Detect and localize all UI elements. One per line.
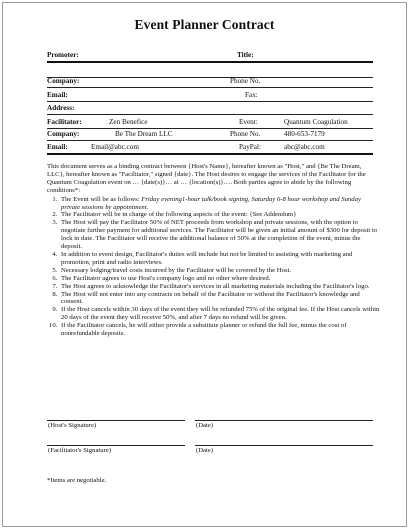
negotiable-note: *Items are negotiable.	[47, 477, 107, 484]
condition-item-9: 9. If the Host cancels within 30 days of the event they will be refunded 75% of the original fee. If the Host cancels within 20 days of the event they will receive 50%, and after 7 days no refund will be given.	[59, 306, 380, 322]
condition-item-3: 3. The Host will pay the Facilitator 50% of NET proceeds from workshop and private sessions, with the option to negotiate further payment for additional services. The Facilitator will be given an initial amount of $300 for deposit to lock in date. The Facilitator will receive the additional balance of 50% at the completion of the event, minus the deposit.	[59, 219, 380, 251]
condition-1-schedule: Friday evening1-hour talk/book signing, Saturday 6-8 hour workshop and Sunday private sessions by appointment.	[61, 195, 361, 211]
address-label: Address:	[47, 104, 75, 112]
facilitator-label: Facilitator:	[47, 118, 82, 126]
email-row[interactable]	[47, 89, 373, 102]
facilitator-date-label: (Date)	[196, 447, 214, 454]
intro-paragraph: This document serves as a binding contract between {Host's Name}, hereafter known as "Host," and {Be The Dream, LLC}, hereafter known as "Facilitator," signed {date}. The Host desires to engage the services of the Facilitator for the Quantum Coagulation event on … {date(s)}… at … {location(s)}…. Both parties agree to abide by the following conditions*:	[47, 163, 366, 194]
promoter-row[interactable]	[47, 49, 373, 63]
event-label: Event:	[239, 118, 258, 126]
facilitator-signature-label: (Facilitator's Signature)	[48, 447, 112, 454]
condition-item-4: 4. In addition to event design, Facilitator's duties will include but not be limited to assisting with marketing and promotion, print and radio interviews.	[59, 251, 380, 267]
facilitator-email-value: Email@abc.com	[91, 143, 139, 151]
fax-label: Fax:	[245, 91, 258, 99]
facilitator-value: Zen Benefice	[109, 118, 148, 126]
host-signature-label: (Host's Signature)	[48, 422, 97, 429]
facilitator-date-line[interactable]	[195, 445, 373, 456]
company-row[interactable]	[47, 75, 373, 88]
address-row[interactable]	[47, 102, 373, 115]
facilitator-phone-value: 480-653-7179	[284, 130, 325, 138]
paypal-label: PayPal:	[239, 143, 261, 151]
condition-item-6: 6. The Facilitator agrees to use Host's company logo and no other where desired.	[59, 275, 380, 283]
title-label: Title:	[237, 51, 254, 59]
facilitator-phone-label: Phone No.	[230, 130, 261, 138]
condition-item-1	[59, 196, 380, 212]
company-label: Company:	[47, 77, 80, 85]
contract-page	[2, 2, 407, 527]
condition-item-5: 5. Necessary lodging/travel costs incurred by the Facilitator will be covered by the Host.	[59, 267, 380, 275]
condition-item-7: 7. The Host agrees to acknowledge the Facilitator's services in all marketing materials including the Facilitator's logo.	[59, 283, 380, 291]
facilitator-company-value: Be The Dream LLC	[115, 130, 173, 138]
event-value: Quantum Coagulation	[284, 118, 348, 126]
condition-1-prefix: The Event will be as follows:	[61, 195, 142, 203]
facilitator-email-row	[47, 141, 373, 155]
phone-label: Phone No.	[230, 77, 261, 85]
promoter-label: Promoter:	[47, 51, 79, 59]
contract-body	[47, 163, 380, 338]
condition-item-10: 10. If the Facilitator cancels, he will either provide a substitute planner or refund the full fee, minus the cost of nonrefundable deposits.	[59, 322, 380, 338]
facilitator-signature-line[interactable]	[47, 445, 185, 456]
facilitator-email-label: Email:	[47, 143, 68, 151]
facilitator-company-label: Company:	[47, 130, 80, 138]
condition-item-8: 8. The Host will not enter into any contracts on behalf of the Facilitator or without the Facilitator's knowledge and consent.	[59, 291, 380, 307]
facilitator-company-row	[47, 128, 373, 141]
conditions-list	[47, 196, 380, 338]
paypal-value: abc@abc.com	[284, 143, 325, 151]
email-label: Email:	[47, 91, 68, 99]
host-date-label: (Date)	[196, 422, 214, 429]
page-title: Event Planner Contract	[134, 17, 275, 32]
condition-item-2: 2. The Facilitator will be in charge of the following aspects of the event: {See Addendum}	[59, 211, 380, 219]
host-signature-line[interactable]	[47, 420, 185, 431]
host-date-line[interactable]	[195, 420, 373, 431]
